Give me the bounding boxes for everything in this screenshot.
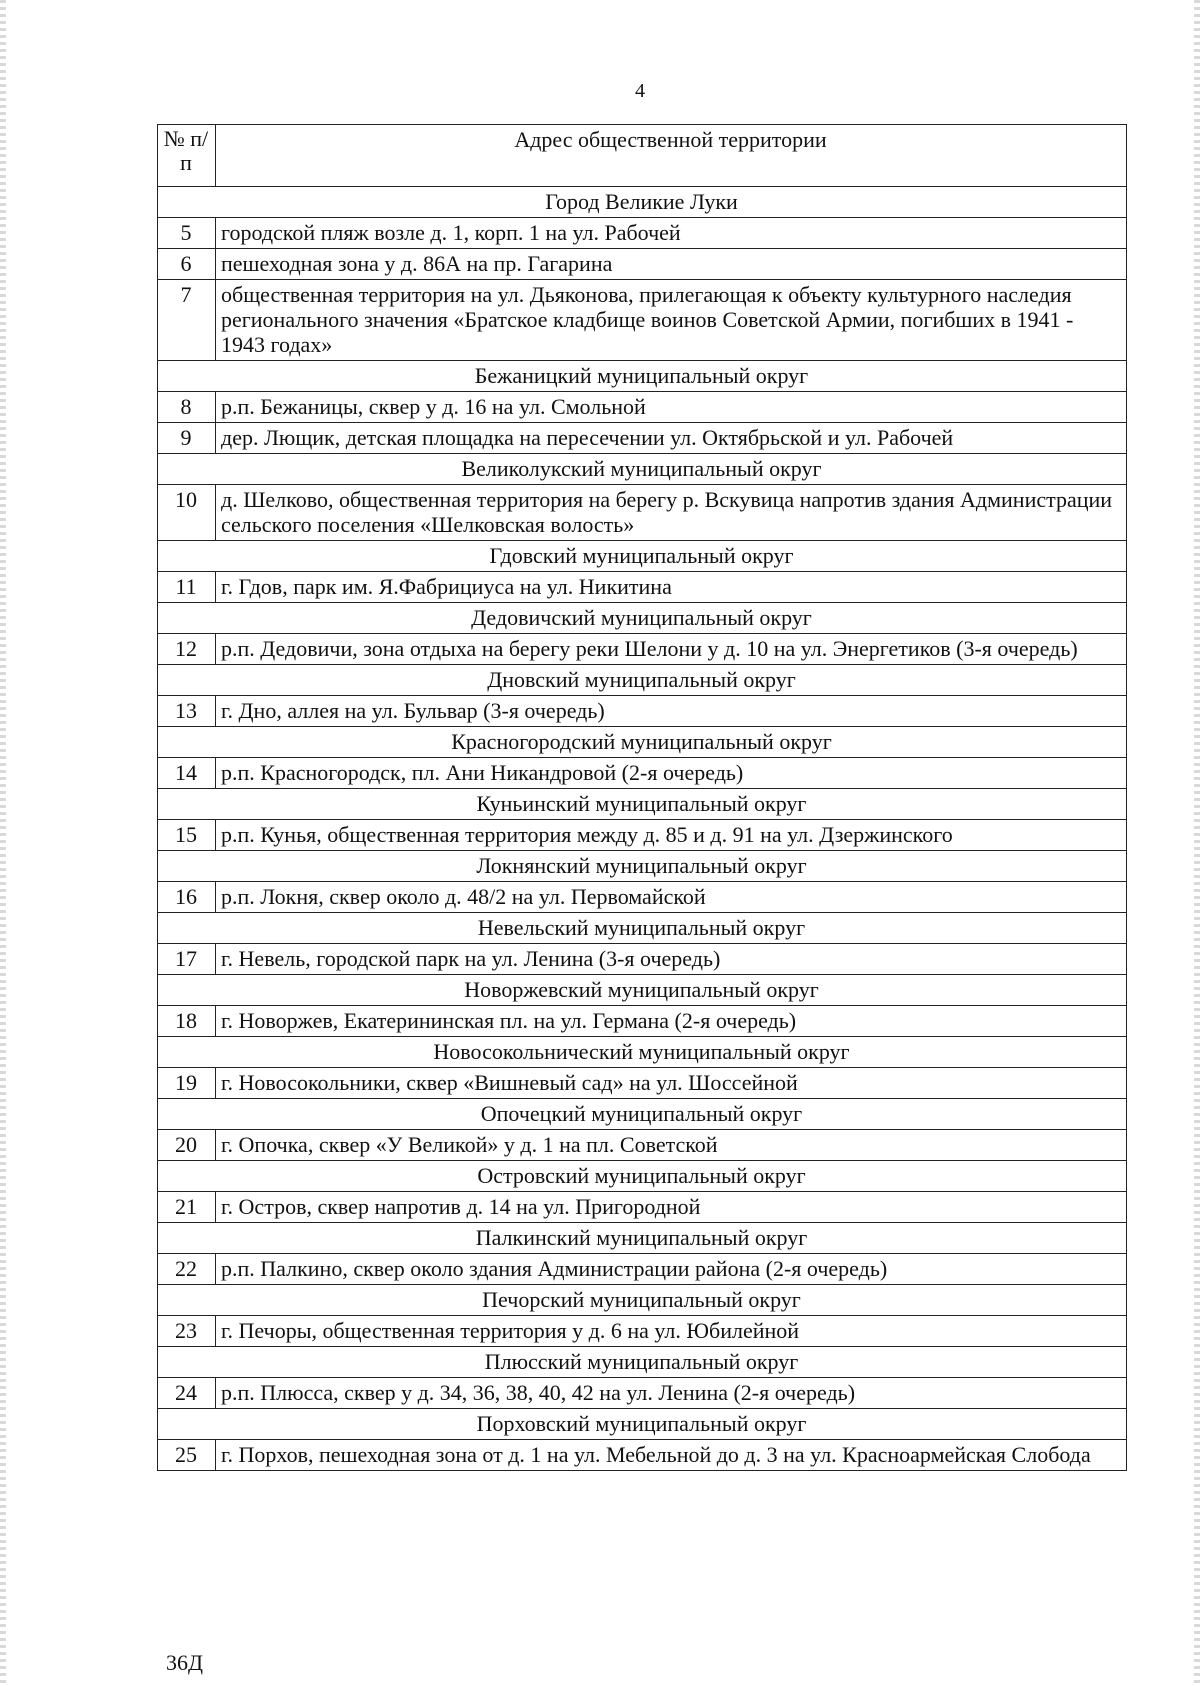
row-number: 23 (158, 1316, 216, 1347)
section-title: Порховский муниципальный округ (158, 1409, 1127, 1440)
row-number: 25 (158, 1440, 216, 1471)
table-header-row (158, 125, 1127, 187)
row-number: 21 (158, 1192, 216, 1223)
row-address: общественная территория на ул. Дьяконова, прилегающая к объекту культурного наследия регионального значения «Братское кладбище воинов Советской Армии, погибших в 1941 - 1943 годах» (216, 280, 1127, 361)
row-address: г. Гдов, парк им. Я.Фабрициуса на ул. Никитина (216, 572, 1127, 603)
section-header-row (158, 187, 1127, 218)
row-address: г. Порхов, пешеходная зона от д. 1 на ул. Мебельной до д. 3 на ул. Красноармейская Слобода (216, 1440, 1127, 1471)
row-address: д. Шелково, общественная территория на берегу р. Вскувица напротив здания Администрации сельского поселения «Шелковская волость» (216, 485, 1127, 541)
section-title: Новоржевский муниципальный округ (158, 975, 1127, 1006)
row-address: г. Остров, сквер напротив д. 14 на ул. Пригородной (216, 1192, 1127, 1223)
table-row (158, 572, 1127, 603)
scan-edge-left (0, 0, 6, 1686)
section-title: Великолукский муниципальный округ (158, 454, 1127, 485)
row-address: г. Опочка, сквер «У Великой» у д. 1 на пл. Советской (216, 1130, 1127, 1161)
row-number: 15 (158, 820, 216, 851)
section-header-row (158, 975, 1127, 1006)
section-header-row (158, 1037, 1127, 1068)
section-title: Красногородский муниципальный округ (158, 727, 1127, 758)
section-header-row (158, 727, 1127, 758)
table-body (158, 187, 1127, 1471)
row-address: пешеходная зона у д. 86А на пр. Гагарина (216, 249, 1127, 280)
section-title: Дновский муниципальный округ (158, 665, 1127, 696)
section-title: Куньинский муниципальный округ (158, 789, 1127, 820)
row-address: городской пляж возле д. 1, корп. 1 на ул. Рабочей (216, 218, 1127, 249)
row-address: р.п. Локня, сквер около д. 48/2 на ул. Первомайской (216, 882, 1127, 913)
row-number: 7 (158, 280, 216, 361)
section-title: Бежаницкий муниципальный округ (158, 361, 1127, 392)
section-header-row (158, 913, 1127, 944)
row-number: 6 (158, 249, 216, 280)
table-row (158, 485, 1127, 541)
section-title: Новосокольнический муниципальный округ (158, 1037, 1127, 1068)
section-header-row (158, 1161, 1127, 1192)
territory-address-table (157, 124, 1127, 1471)
section-header-row (158, 603, 1127, 634)
table-row (158, 423, 1127, 454)
row-number: 14 (158, 758, 216, 789)
row-number: 5 (158, 218, 216, 249)
row-address: г. Новосокольники, сквер «Вишневый сад» на ул. Шоссейной (216, 1068, 1127, 1099)
row-number: 9 (158, 423, 216, 454)
section-header-row (158, 665, 1127, 696)
table-row (158, 1440, 1127, 1471)
table-row (158, 1192, 1127, 1223)
section-header-row (158, 851, 1127, 882)
table-row (158, 634, 1127, 665)
row-number: 12 (158, 634, 216, 665)
row-number: 11 (158, 572, 216, 603)
row-number: 24 (158, 1378, 216, 1409)
table-row (158, 218, 1127, 249)
section-title: Гдовский муниципальный округ (158, 541, 1127, 572)
document-code: 36Д (166, 1650, 204, 1675)
section-title: Палкинский муниципальный округ (158, 1223, 1127, 1254)
row-number: 13 (158, 696, 216, 727)
table-row (158, 820, 1127, 851)
section-header-row (158, 1347, 1127, 1378)
row-address: дер. Лющик, детская площадка на пересечении ул. Октябрьской и ул. Рабочей (216, 423, 1127, 454)
section-header-row (158, 1409, 1127, 1440)
section-title: Плюсский муниципальный округ (158, 1347, 1127, 1378)
section-title: Опочецкий муниципальный округ (158, 1099, 1127, 1130)
section-header-row (158, 789, 1127, 820)
row-address: р.п. Кунья, общественная территория между д. 85 и д. 91 на ул. Дзержинского (216, 820, 1127, 851)
table-row (158, 1378, 1127, 1409)
row-address: р.п. Бежаницы, сквер у д. 16 на ул. Смольной (216, 392, 1127, 423)
table-row (158, 1254, 1127, 1285)
section-header-row (158, 1099, 1127, 1130)
row-number: 19 (158, 1068, 216, 1099)
section-title: Невельский муниципальный округ (158, 913, 1127, 944)
row-address: р.п. Дедовичи, зона отдыха на берегу реки Шелони у д. 10 на ул. Энергетиков (3-я очередь) (216, 634, 1127, 665)
row-number: 8 (158, 392, 216, 423)
section-title: Островский муниципальный округ (158, 1161, 1127, 1192)
section-header-row (158, 1223, 1127, 1254)
row-address: р.п. Плюсса, сквер у д. 34, 36, 38, 40, 42 на ул. Ленина (2-я очередь) (216, 1378, 1127, 1409)
section-title: Дедовичский муниципальный округ (158, 603, 1127, 634)
table-row (158, 280, 1127, 361)
table-row (158, 758, 1127, 789)
row-address: г. Печоры, общественная территория у д. 6 на ул. Юбилейной (216, 1316, 1127, 1347)
row-number: 16 (158, 882, 216, 913)
table-row (158, 249, 1127, 280)
table-row (158, 696, 1127, 727)
section-header-row (158, 541, 1127, 572)
row-address: р.п. Красногородск, пл. Ани Никандровой (2-я очередь) (216, 758, 1127, 789)
section-title: Город Великие Луки (158, 187, 1127, 218)
table-row (158, 944, 1127, 975)
row-address: р.п. Палкино, сквер около здания Администрации района (2-я очередь) (216, 1254, 1127, 1285)
section-title: Печорский муниципальный округ (158, 1285, 1127, 1316)
column-header-address: Адрес общественной территории (216, 125, 1127, 187)
section-title: Локнянский муниципальный округ (158, 851, 1127, 882)
row-number: 18 (158, 1006, 216, 1037)
page-number: 4 (635, 80, 645, 102)
row-address: г. Новоржев, Екатерининская пл. на ул. Германа (2-я очередь) (216, 1006, 1127, 1037)
table-row (158, 1130, 1127, 1161)
row-address: г. Дно, аллея на ул. Бульвар (3-я очередь) (216, 696, 1127, 727)
column-header-number: № п/п (158, 125, 216, 187)
table-row (158, 392, 1127, 423)
section-header-row (158, 361, 1127, 392)
section-header-row (158, 454, 1127, 485)
row-number: 17 (158, 944, 216, 975)
table-row (158, 1316, 1127, 1347)
table-row (158, 1006, 1127, 1037)
table-row (158, 1068, 1127, 1099)
row-address: г. Невель, городской парк на ул. Ленина (3-я очередь) (216, 944, 1127, 975)
scan-edge-right (1194, 0, 1200, 1686)
section-header-row (158, 1285, 1127, 1316)
row-number: 20 (158, 1130, 216, 1161)
row-number: 10 (158, 485, 216, 541)
table-row (158, 882, 1127, 913)
row-number: 22 (158, 1254, 216, 1285)
